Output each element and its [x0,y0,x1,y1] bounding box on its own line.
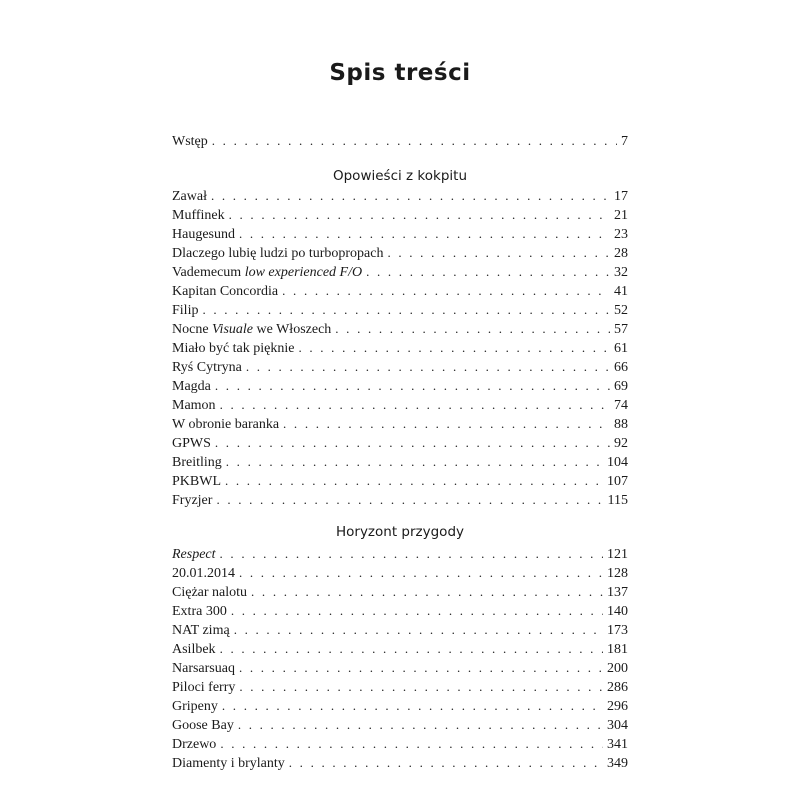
dot-leader [251,582,603,601]
toc-entry[interactable] [172,300,628,319]
toc-entry-page: 74 [614,398,628,413]
toc-entry[interactable] [172,490,628,509]
toc-entry-page: 128 [607,566,628,581]
dot-leader [246,357,610,376]
dot-leader [298,338,610,357]
toc-entry-label: Zawał [172,189,207,204]
dot-leader [234,620,603,639]
toc-entry-page: 32 [614,265,628,280]
toc-entry-page: 349 [607,756,628,771]
toc-entry-label: Ryś Cytryna [172,360,242,375]
dot-leader [220,639,603,658]
dot-leader [220,544,603,563]
dot-leader [216,490,603,509]
toc-entry-label-part-italic: Visuale [212,322,254,337]
toc-entry-page: 21 [614,208,628,223]
toc-entry[interactable] [172,471,628,490]
dot-leader [239,563,603,582]
toc-entry[interactable] [172,281,628,300]
toc-entry[interactable] [172,677,628,696]
toc-entry-label: Diamenty i brylanty [172,756,285,771]
toc-entry-label: Ciężar nalotu [172,585,248,600]
toc-entry-label [172,320,331,339]
toc-entry-intro[interactable] [172,131,628,150]
dot-leader [215,376,610,395]
dot-leader [222,696,603,715]
toc-entry-page: 23 [614,227,628,242]
toc-entry-label: W obronie baranka [172,417,280,432]
table-of-contents [172,131,628,772]
toc-entry-label: Breitling [172,455,222,470]
toc-entry-label: Filip [172,303,199,318]
toc-entry-label [172,263,362,282]
toc-entry-label: PKBWL [172,474,221,489]
toc-entry[interactable] [172,224,628,243]
toc-entry-label-part: we Włoszech [253,322,332,337]
toc-entry[interactable] [172,696,628,715]
toc-entry[interactable] [172,639,628,658]
toc-entry-page: 107 [607,474,628,489]
toc-entry[interactable] [172,319,628,338]
toc-entry-page: 304 [607,718,628,733]
toc-entry[interactable] [172,243,628,262]
toc-entry-label: GPWS [172,436,211,451]
dot-leader [335,319,610,338]
toc-entry-label: Muffinek [172,208,225,223]
toc-entry[interactable] [172,395,628,414]
toc-entry[interactable] [172,414,628,433]
dot-leader [220,395,610,414]
dot-leader [226,452,603,471]
toc-entry-page: 17 [614,189,628,204]
toc-entry-page: 57 [614,322,628,337]
toc-entry[interactable] [172,753,628,772]
dot-leader [238,715,603,734]
toc-entry-page: 88 [614,417,628,432]
toc-entry-page: 69 [614,379,628,394]
dot-leader [229,205,610,224]
toc-entry-page: 121 [607,547,628,562]
toc-entry-label: Kapitan Concordia [172,284,279,299]
dot-leader [387,243,610,262]
toc-entry[interactable] [172,582,628,601]
toc-entry-page: 104 [607,455,628,470]
toc-entry-label: Gripeny [172,699,218,714]
toc-entry-label: Extra 300 [172,604,227,619]
toc-entry-label: Wstęp [172,134,208,149]
toc-entry-page: 181 [607,642,628,657]
dot-leader [211,186,610,205]
toc-entry-page: 341 [607,737,628,752]
toc-entry-page: 52 [614,303,628,318]
dot-leader [366,262,610,281]
toc-entry-label: Asilbek [172,642,216,657]
toc-entry-label: NAT zimą [172,623,230,638]
toc-entry-label: Drzewo [172,737,217,752]
toc-entry-label: Fryzjer [172,493,213,508]
toc-entry-page: 92 [614,436,628,451]
toc-entry[interactable] [172,734,628,753]
toc-entry-page: 173 [607,623,628,638]
toc-entry[interactable] [172,544,628,563]
toc-entry[interactable] [172,357,628,376]
toc-entry-label-part-italic: low experienced F/O [244,265,363,280]
toc-entry-label: Narsarsuaq [172,661,235,676]
toc-entry-label: Mamon [172,398,216,413]
toc-entry-page: 28 [614,246,628,261]
toc-entry-page: 66 [614,360,628,375]
dot-leader [239,658,603,677]
toc-entry[interactable] [172,601,628,620]
dot-leader [220,734,603,753]
dot-leader [239,224,610,243]
toc-entry-label: Miało być tak pięknie [172,341,295,356]
dot-leader [231,601,603,620]
toc-entry-page: 286 [607,680,628,695]
dot-leader [215,433,610,452]
dot-leader [289,753,603,772]
toc-entry[interactable] [172,433,628,452]
toc-entry[interactable] [172,376,628,395]
toc-entry[interactable] [172,262,628,281]
dot-leader [282,281,610,300]
toc-entry-label-part: Nocne [172,322,213,337]
toc-entry-page: 41 [614,284,628,299]
toc-entry-label: 20.01.2014 [172,566,235,581]
toc-entry-page: 7 [621,134,628,149]
section-heading-opowiesci: Opowieści z kokpitu [332,168,467,184]
dot-leader [202,300,610,319]
toc-entry[interactable] [172,205,628,224]
dot-leader [212,131,617,150]
toc-entry-label: Piloci ferry [172,680,236,695]
toc-entry[interactable] [172,452,628,471]
toc-entry[interactable] [172,620,628,639]
toc-entry-page: 200 [607,661,628,676]
page-title: Spis treści [329,60,471,86]
toc-entry-page: 137 [607,585,628,600]
toc-entry-page: 296 [607,699,628,714]
toc-entry-label-part: Vademecum [172,265,245,280]
toc-entry[interactable] [172,715,628,734]
toc-entry-label: Goose Bay [172,718,234,733]
toc-entry[interactable] [172,658,628,677]
dot-leader [283,414,610,433]
toc-entry-page: 140 [607,604,628,619]
toc-entry-label: Magda [172,379,211,394]
dot-leader [225,471,603,490]
toc-entry[interactable] [172,338,628,357]
toc-entry-label: Respect [172,547,216,562]
toc-entry-label: Haugesund [172,227,235,242]
toc-entry-page: 61 [614,341,628,356]
toc-entry-label: Dlaczego lubię ludzi po turbopropach [172,246,384,261]
toc-entry[interactable] [172,563,628,582]
section-heading-horyzont: Horyzont przygody [335,524,465,540]
toc-entry-page: 115 [607,493,628,508]
toc-entry[interactable] [172,186,628,205]
dot-leader [239,677,603,696]
